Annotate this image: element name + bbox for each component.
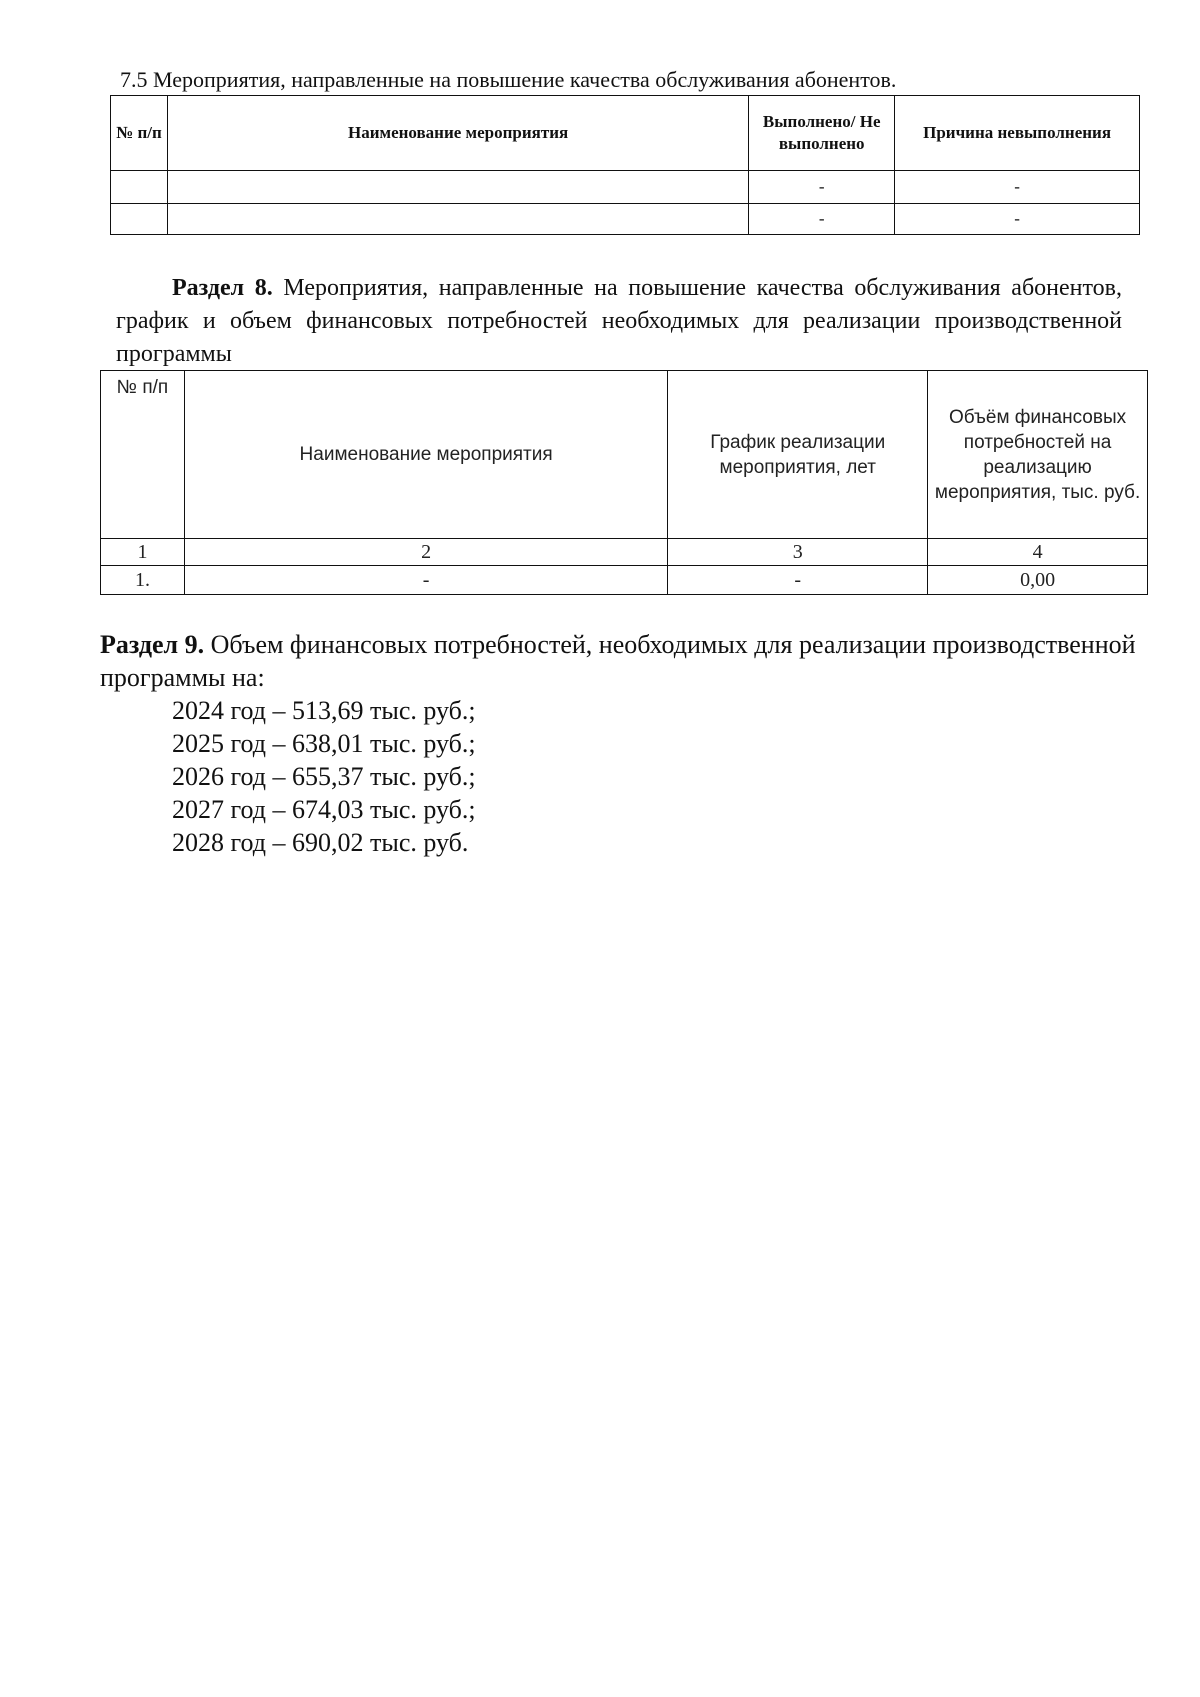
section-8-table xyxy=(100,370,1148,595)
section-8-heading xyxy=(116,272,1122,371)
list-item: 2024 год – 513,69 тыс. руб.; xyxy=(172,696,476,725)
header-name: Наименование мероприятия xyxy=(167,96,748,171)
cell-num xyxy=(111,204,168,235)
header-name: Наименование мероприятия xyxy=(184,371,667,539)
col-number: 1 xyxy=(101,539,185,566)
cell-name xyxy=(167,204,748,235)
header-num: № п/п xyxy=(101,371,185,539)
list-item: 2025 год – 638,01 тыс. руб.; xyxy=(172,729,476,758)
cell-name xyxy=(167,171,748,204)
table-header-row xyxy=(111,96,1140,171)
cell-reason: - xyxy=(895,171,1140,204)
list-item: 2028 год – 690,02 тыс. руб. xyxy=(172,828,469,857)
cell-volume: 0,00 xyxy=(928,566,1148,595)
header-num: № п/п xyxy=(111,96,168,171)
cell-schedule: - xyxy=(668,566,928,595)
section-9-list xyxy=(172,694,476,859)
section-9-label: Раздел 9. xyxy=(100,630,205,659)
table-row xyxy=(111,171,1140,204)
section-7-5-table xyxy=(110,95,1140,235)
section-8-label: Раздел 8. xyxy=(172,275,273,301)
section-9-heading xyxy=(100,628,1140,694)
section-8-text: Мероприятия, направленные на повышение качества обслуживания абонентов, график и объем финансовых потребностей необходимых для реализации производственной программы xyxy=(116,275,1122,367)
col-number: 3 xyxy=(668,539,928,566)
header-done: Выполнено/ Не выполнено xyxy=(749,96,895,171)
col-number: 2 xyxy=(184,539,667,566)
cell-num xyxy=(111,171,168,204)
cell-done: - xyxy=(749,171,895,204)
header-schedule: График реализации мероприятия, лет xyxy=(668,371,928,539)
column-number-row xyxy=(101,539,1148,566)
table-header-row xyxy=(101,371,1148,539)
list-item: 2027 год – 674,03 тыс. руб.; xyxy=(172,795,476,824)
table-row xyxy=(111,204,1140,235)
cell-num: 1. xyxy=(101,566,185,595)
header-reason: Причина невыполнения xyxy=(895,96,1140,171)
section-7-5-title: 7.5 Мероприятия, направленные на повышение качества обслуживания абонентов. xyxy=(120,67,897,92)
header-volume: Объём финансовых потребностей на реализацию мероприятия, тыс. руб. xyxy=(928,371,1148,539)
table-row xyxy=(101,566,1148,595)
list-item: 2026 год – 655,37 тыс. руб.; xyxy=(172,762,476,791)
cell-done: - xyxy=(749,204,895,235)
section-9-text: Объем финансовых потребностей, необходимых для реализации производственной программы на: xyxy=(100,630,1136,692)
cell-name: - xyxy=(184,566,667,595)
cell-reason: - xyxy=(895,204,1140,235)
col-number: 4 xyxy=(928,539,1148,566)
